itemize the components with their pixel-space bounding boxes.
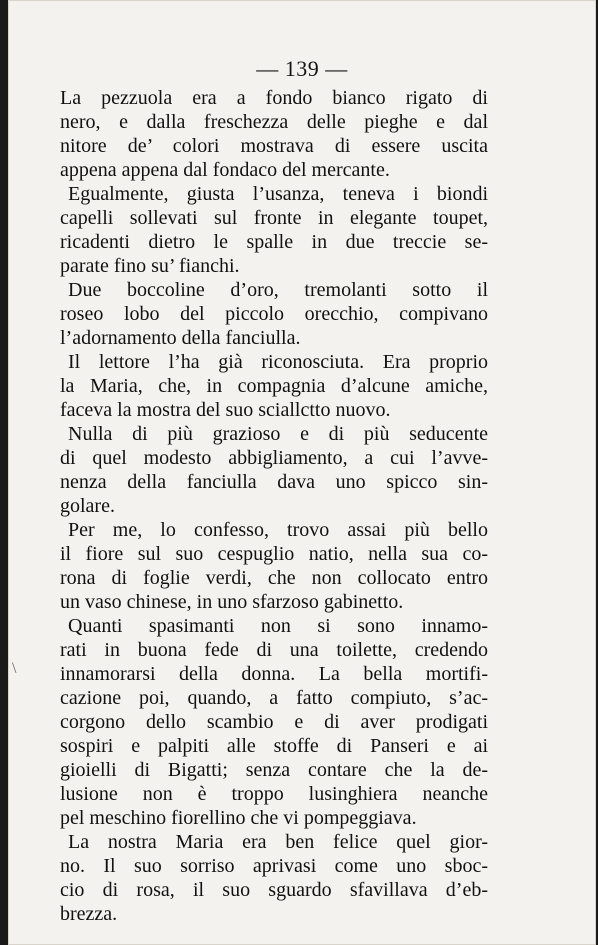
text-line: Egualmente, giusta l’usanza, teneva i biondi	[68, 183, 488, 205]
book-page	[8, 0, 596, 945]
text-line: Quanti spasimanti non si sono innamo-	[68, 615, 488, 637]
text-line: Nulla di più grazioso e di più seducente	[68, 423, 488, 445]
text-line: l’adornamento della fanciulla.	[60, 327, 301, 349]
text-line: pel meschino fiorellino che vi pompeggiava.	[60, 807, 417, 829]
text-line: rati in buona fede di una toilette, credendo	[60, 639, 488, 661]
text-line: gioielli di Bigatti; senza contare che la de-	[60, 759, 488, 781]
text-line: Due boccoline d’oro, tremolanti sotto il	[68, 279, 488, 301]
text-line: innamorarsi della donna. La bella mortifi-	[60, 663, 488, 685]
text-line: nero, e dalla freschezza delle pieghe e dal	[60, 111, 488, 133]
text-line: appena appena dal fondaco del mercante.	[60, 159, 390, 181]
text-line: cazione poi, quando, a fatto compiuto, s’ac-	[60, 687, 488, 709]
text-line: roseo lobo del piccolo orecchio, compivano	[60, 303, 488, 325]
text-line: Per me, lo confesso, trovo assai più bello	[68, 519, 488, 541]
text-line: no. Il suo sorriso aprivasi come uno sboc-	[60, 855, 488, 877]
text-line: nitore de’ colori mostrava di essere uscita	[60, 135, 488, 157]
page-text	[60, 86, 488, 926]
text-line: corgono dello scambio e di aver prodigati	[60, 711, 488, 733]
text-line: Il lettore l’ha già riconosciuta. Era proprio	[68, 351, 488, 373]
text-line: nenza della fanciulla dava uno spicco sin-	[60, 471, 488, 493]
text-line: parate fino su’ fianchi.	[60, 255, 240, 277]
text-line: lusione non è troppo lusinghiera neanche	[60, 783, 488, 805]
text-line: il fiore sul suo cespuglio natio, nella sua co-	[60, 543, 488, 565]
text-line: brezza.	[60, 903, 118, 925]
text-line: ricadenti dietro le spalle in due treccie se-	[60, 231, 488, 253]
text-line: un vaso chinese, in uno sfarzoso gabinetto.	[60, 591, 404, 613]
text-line: golare.	[60, 495, 115, 517]
text-line: di quel modesto abbigliamento, a cui l’avve-	[60, 447, 488, 469]
text-line: faceva la mostra del suo sciallctto nuovo.	[60, 399, 391, 421]
text-line: cio di rosa, il suo sguardo sfavillava d’eb-	[60, 879, 488, 901]
text-line: capelli sollevati sul fronte in elegante toupet,	[60, 207, 488, 229]
text-line: La nostra Maria era ben felice quel gior-	[68, 831, 488, 853]
text-line: sospiri e palpiti alle stoffe di Panseri e ai	[60, 735, 488, 757]
text-line: La pezzuola era a fondo bianco rigato di	[60, 87, 488, 109]
text-line: rona di foglie verdi, che non collocato entro	[60, 567, 488, 589]
page-number: — 139 —	[256, 56, 348, 81]
text-line: la Maria, che, in compagnia d’alcune amiche,	[60, 375, 488, 397]
margin-mark: \	[12, 660, 17, 677]
